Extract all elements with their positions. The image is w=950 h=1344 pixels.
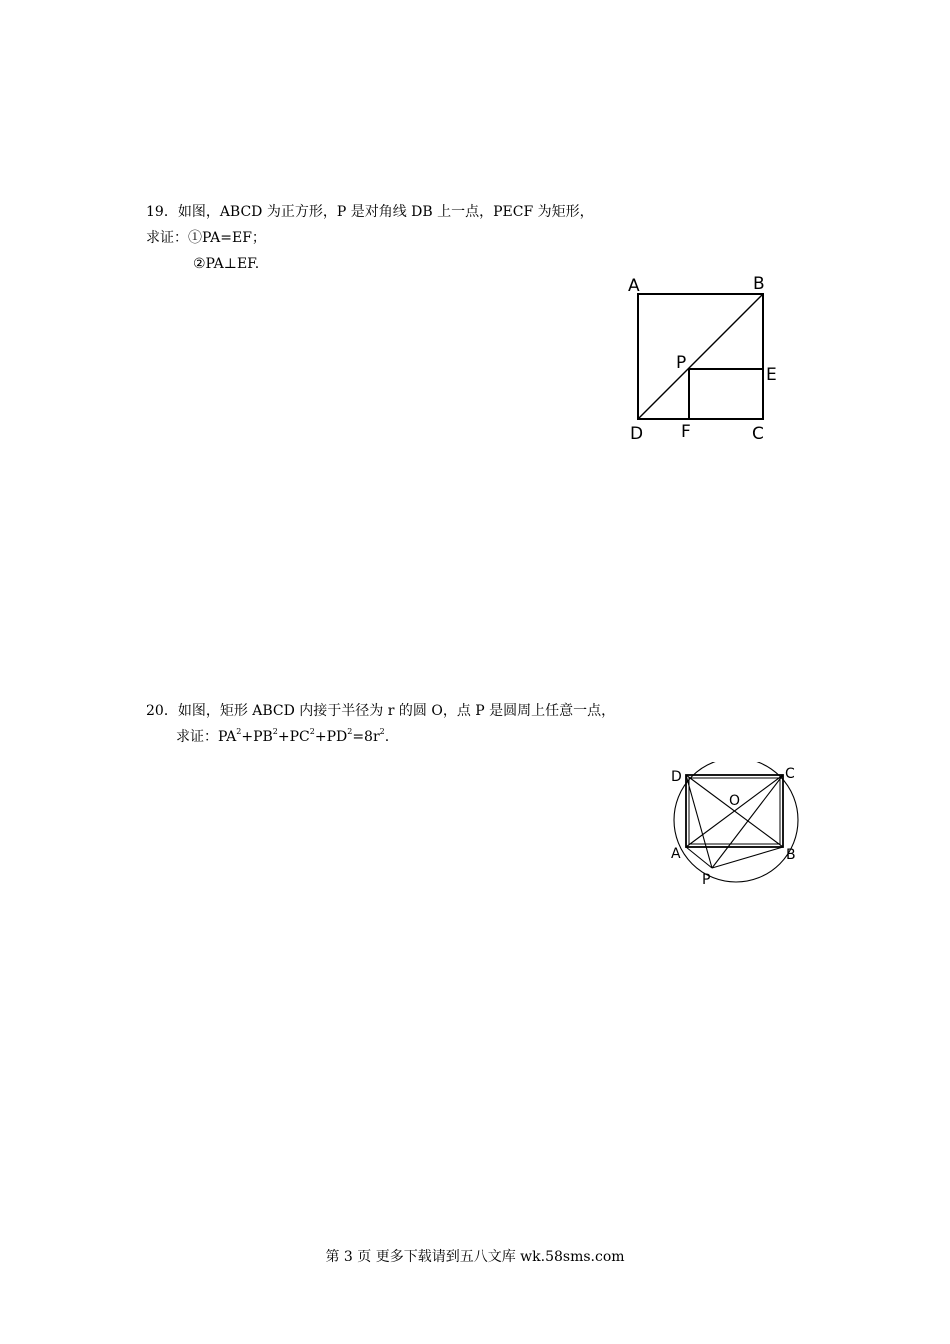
q19-prove-1: 求证：①PA=EF； (146, 230, 266, 246)
label-d: D (630, 424, 644, 444)
rectangle-pecf (689, 369, 763, 419)
label-b: B (786, 847, 796, 863)
label-o: O (729, 793, 741, 809)
label-c: C (752, 424, 764, 444)
term-rhs: =8r (352, 729, 380, 745)
label-c: C (785, 766, 795, 782)
q19-statement: 19．如图，ABCD 为正方形，P 是对角线 DB 上一点，PECF 为矩形， (146, 204, 594, 220)
q19-prove-2: ②PA⊥EF. (193, 256, 260, 272)
q20-prove-prefix: 求证： (176, 729, 218, 745)
q19-figure (620, 268, 790, 448)
label-f: F (681, 422, 691, 442)
segment-pc (712, 775, 783, 868)
term-pd: +PD (314, 729, 348, 745)
diagonal-db (638, 294, 763, 419)
exp-3: 2 (309, 727, 315, 737)
page-footer: 第 3 页 更多下载请到五八文库 wk.58sms.com (325, 1249, 625, 1265)
segment-pb (712, 847, 783, 868)
term-pa: PA (218, 729, 237, 745)
exp-4: 2 (347, 727, 353, 737)
label-b: B (753, 274, 765, 294)
label-p: P (676, 353, 687, 373)
segment-pa (686, 847, 712, 868)
term-pb: +PB (241, 729, 273, 745)
segment-pd (686, 775, 712, 868)
label-a: A (671, 846, 681, 862)
q20-figure (662, 762, 812, 892)
exp-5: 2 (379, 727, 385, 737)
term-pc: +PC (277, 729, 310, 745)
q20-prove (176, 728, 389, 746)
label-e: E (766, 365, 777, 385)
term-end: . (384, 729, 390, 745)
exp-1: 2 (236, 727, 242, 737)
q20-statement: 20．如图，矩形 ABCD 内接于半径为 r 的圆 O，点 P 是圆周上任意一点， (146, 703, 616, 719)
exp-2: 2 (272, 727, 278, 737)
label-p: P (702, 872, 711, 888)
label-a: A (628, 276, 640, 296)
label-d: D (671, 769, 682, 785)
